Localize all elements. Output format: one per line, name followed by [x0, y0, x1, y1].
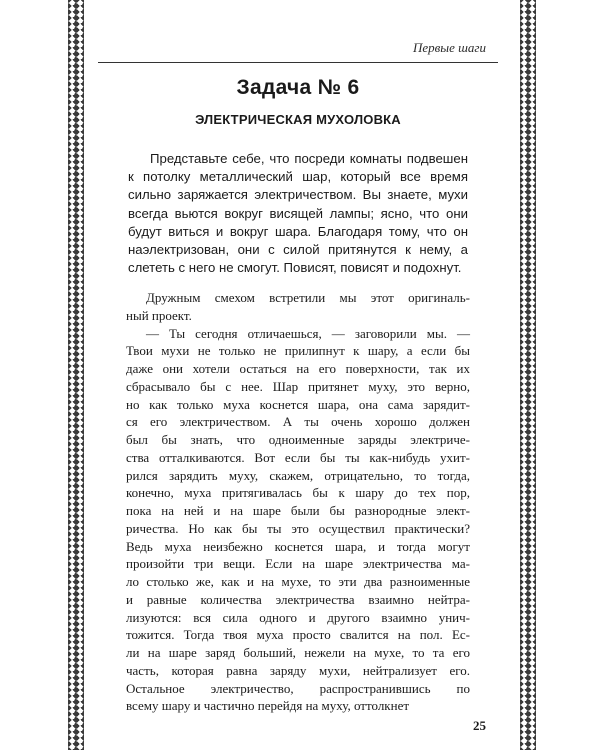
body-line: рился зарядить муху, скажем, отрицательно, то тогда, [126, 467, 470, 483]
task-title: Задача № 6 [236, 76, 360, 99]
body-line: был бы знать, что одноименные заряды электриче- [126, 432, 470, 447]
body-line: Ведь муха неизбежно коснется шара, и тогда могут [126, 538, 470, 554]
header-rule [98, 62, 498, 63]
left-page-border [68, 0, 84, 750]
body-line: ли на шаре заряд больший, нежели на мухе, то та его [126, 645, 470, 660]
body-line: даже они хотели остаться на его поверхности, так их [126, 361, 470, 376]
body-line: ся его электричеством. А ты очень хорошо должен [126, 414, 470, 430]
body-line: но как только муха коснется шара, она сама зарядит- [126, 396, 470, 412]
body-line: Твои мухи не только не прилипнут к шару, а если бы [126, 343, 470, 359]
body-line: ства отталкиваются. Вот если бы ты как-нибудь ухит- [126, 449, 470, 465]
body-line: конечно, муха притягивалась бы к шару до тех пор, [126, 485, 470, 501]
body-text [126, 289, 470, 715]
body-line: произойти три вещи. Если на шаре электричества ма- [126, 556, 470, 572]
body-line: Дружным смехом встретили мы этот оригиналь- [146, 290, 470, 305]
problem-statement [128, 150, 468, 277]
body-line: всему шару и частично перейдя на муху, оттолкнет [126, 698, 410, 714]
body-line: ричества. Но как бы ты это осуществил практически? [126, 520, 470, 536]
task-subtitle: ЭЛЕКТРИЧЕСКАЯ МУХОЛОВКА [195, 112, 401, 127]
body-line: пока на ней и на шаре были бы разнородные элект- [126, 503, 470, 518]
body-line: и равные количества электричества взаимно нейтра- [126, 591, 470, 607]
book-page [98, 0, 498, 750]
body-line: тожится. Тогда твоя муха просто свалится на пол. Ес- [126, 627, 470, 643]
body-line: — Ты сегодня отличаешься, — заговорили мы. — [146, 325, 470, 341]
body-line: Остальное электричество, распространившись по [126, 680, 470, 696]
body-line: сбрасывало бы с нее. Шар притянет муху, это верно, [126, 378, 470, 394]
body-line: ный проект. [126, 307, 192, 323]
body-line: ло столько же, как и на мухе, то эти два разноименные [126, 574, 470, 589]
body-line: часть, которая равна заряду мухи, нейтрализует его. [126, 662, 470, 678]
right-page-border [520, 0, 536, 750]
body-line: лизуются: вся сила одного и другого взаимно унич- [126, 609, 470, 625]
problem-paragraph: Представьте себе, что посреди комнаты подвешен к потолку металлический шар, который все время сильно заряжается электричеством. Вы знаете, мухи всегда вьются вокруг висящей лампы; ясно, что они будут виться и вокруг шара. Благодаря тому, что он наэлектризован, они с силой притянутся к нему, а слететь с него не смогут. Повисят, повисят и подохнут. [128, 151, 468, 276]
page-number: 25 [473, 718, 486, 733]
running-title: Первые шаги [412, 40, 486, 55]
